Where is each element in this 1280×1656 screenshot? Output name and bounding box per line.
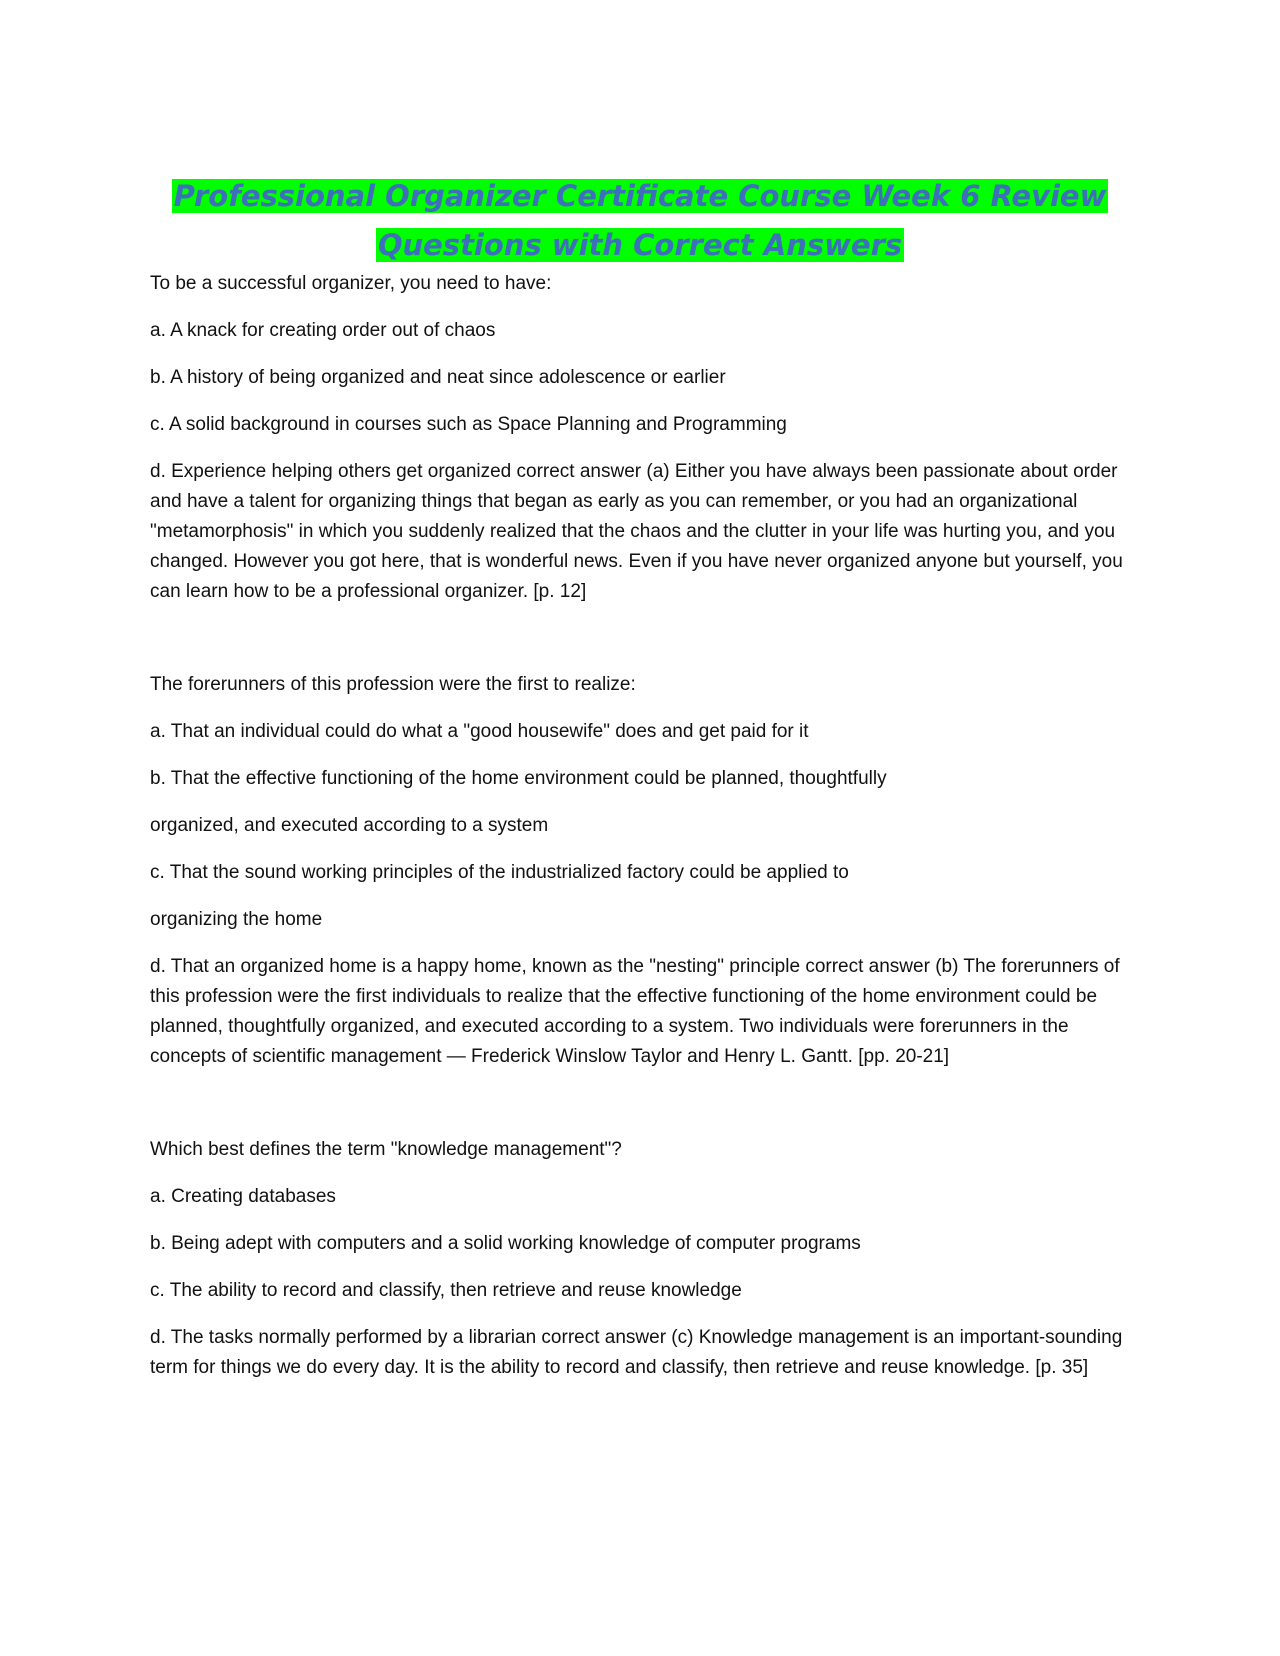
answer-option: c. A solid background in courses such as Space Planning and Programming: [150, 414, 787, 435]
question-block: [150, 269, 1135, 607]
title-line-2: Questions with Correct Answers: [377, 228, 903, 262]
answer-option-continuation: organizing the home: [150, 909, 323, 930]
question-block: [150, 1135, 1135, 1383]
answer-option: a. Creating databases: [150, 1186, 336, 1207]
answer-option-continuation: organized, and executed according to a system: [150, 815, 549, 836]
document-body: [150, 269, 1135, 1399]
answer-option-with-explanation: d. Experience helping others get organized correct answer (a) Either you have always been passionate about order and have a talent for organizing things that began as early as you can remember, or you had an organizational "metamorphosis" in which you suddenly realized that the chaos and the clutter in your life was hurting you, and you changed. However you got here, that is wonderful news. Even if you have never organized anyone but yourself, you can learn how to be a professional organizer. [p. 12]: [150, 461, 1123, 602]
answer-option: b. That the effective functioning of the home environment could be planned, thoughtfully: [150, 768, 887, 789]
answer-option: a. A knack for creating order out of chaos: [150, 320, 496, 341]
title-line-1: Professional Organizer Certificate Course Week 6 Review: [173, 179, 1107, 213]
document-title: [150, 172, 1130, 270]
question-prompt: Which best defines the term "knowledge management"?: [150, 1139, 622, 1160]
answer-option-with-explanation: d. That an organized home is a happy home, known as the "nesting" principle correct answer (b) The forerunners of this profession were the first individuals to realize that the effective functioning of the home environment could be planned, thoughtfully organized, and executed according to a system. Two individuals were forerunners in the concepts of scientific management — Frederick Winslow Taylor and Henry L. Gantt. [pp. 20-21]: [150, 956, 1120, 1067]
answer-option: c. The ability to record and classify, then retrieve and reuse knowledge: [150, 1280, 742, 1301]
section-spacer: [150, 1088, 1135, 1135]
question-prompt: To be a successful organizer, you need to have:: [150, 273, 552, 294]
answer-option: c. That the sound working principles of the industrialized factory could be applied to: [150, 862, 849, 883]
question-prompt: The forerunners of this profession were the first to realize:: [150, 674, 636, 695]
answer-option-with-explanation: d. The tasks normally performed by a librarian correct answer (c) Knowledge management is an important-sounding term for things we do every day. It is the ability to record and classify, then retrieve and reuse knowledge. [p. 35]: [150, 1327, 1123, 1378]
question-block: [150, 670, 1135, 1072]
answer-option: b. A history of being organized and neat since adolescence or earlier: [150, 367, 726, 388]
answer-option: a. That an individual could do what a "good housewife" does and get paid for it: [150, 721, 809, 742]
answer-option: b. Being adept with computers and a solid working knowledge of computer programs: [150, 1233, 861, 1254]
section-spacer: [150, 623, 1135, 670]
